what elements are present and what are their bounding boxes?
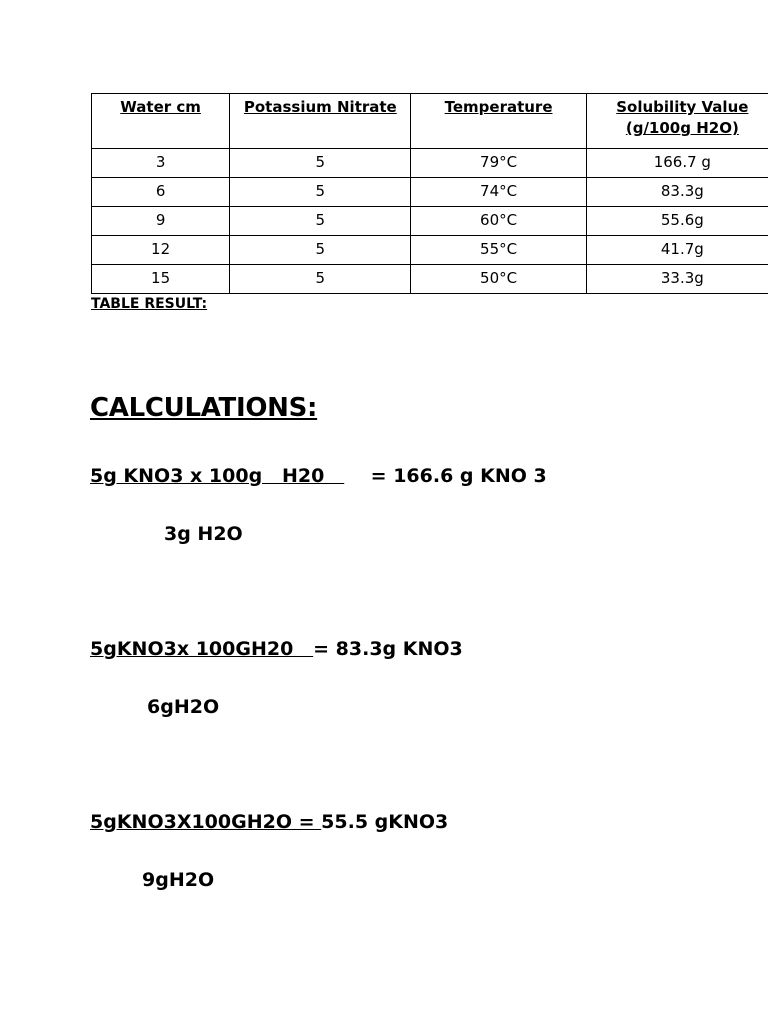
cell-kno3: 5 <box>230 178 411 207</box>
cell-temperature: 74°C <box>411 178 586 207</box>
header-potassium-nitrate: Potassium Nitrate <box>230 94 411 149</box>
table-row <box>92 236 768 265</box>
table-header-row <box>92 94 768 149</box>
cell-solubility: 55.6g <box>586 207 768 236</box>
table-row <box>92 265 768 294</box>
calculation-numerator: 5gKNO3x 100GH20 <box>90 638 314 660</box>
results-table <box>91 93 768 294</box>
table-row <box>92 207 768 236</box>
calculation-denominator: 6gH2O <box>147 696 220 718</box>
cell-water: 6 <box>92 178 230 207</box>
table-row <box>92 178 768 207</box>
header-solubility-line1: Solubility Value <box>616 98 749 116</box>
cell-kno3: 5 <box>230 149 411 178</box>
calculation-equation <box>90 638 463 660</box>
cell-temperature: 79°C <box>411 149 586 178</box>
cell-water: 15 <box>92 265 230 294</box>
cell-temperature: 50°C <box>411 265 586 294</box>
cell-solubility: 33.3g <box>586 265 768 294</box>
calculation-equation <box>90 465 547 487</box>
cell-temperature: 60°C <box>411 207 586 236</box>
table-caption: TABLE RESULT: <box>91 296 208 312</box>
calculation-equation <box>90 811 448 833</box>
calculation-denominator: 9gH2O <box>142 869 215 891</box>
header-water: Water cm <box>92 94 230 149</box>
cell-solubility: 166.7 g <box>586 149 768 178</box>
calculation-numerator: 5g KNO3 x 100g H20 <box>90 465 345 487</box>
header-temperature: Temperature <box>411 94 586 149</box>
cell-kno3: 5 <box>230 236 411 265</box>
cell-kno3: 5 <box>230 265 411 294</box>
calculations-heading: CALCULATIONS: <box>90 393 318 423</box>
cell-solubility: 41.7g <box>586 236 768 265</box>
cell-water: 9 <box>92 207 230 236</box>
header-solubility-line2: (g/100g H2O) <box>625 119 739 137</box>
cell-water: 3 <box>92 149 230 178</box>
cell-water: 12 <box>92 236 230 265</box>
cell-solubility: 83.3g <box>586 178 768 207</box>
calculation-result: 55.5 gKNO3 <box>321 811 449 833</box>
table-row <box>92 149 768 178</box>
calculation-result: = 166.6 g KNO 3 <box>344 465 547 487</box>
cell-temperature: 55°C <box>411 236 586 265</box>
calculation-numerator: 5gKNO3X100GH2O = <box>90 811 322 833</box>
header-solubility <box>586 94 768 149</box>
calculation-denominator: 3g H2O <box>164 523 243 545</box>
calculation-result: = 83.3g KNO3 <box>313 638 463 660</box>
cell-kno3: 5 <box>230 207 411 236</box>
